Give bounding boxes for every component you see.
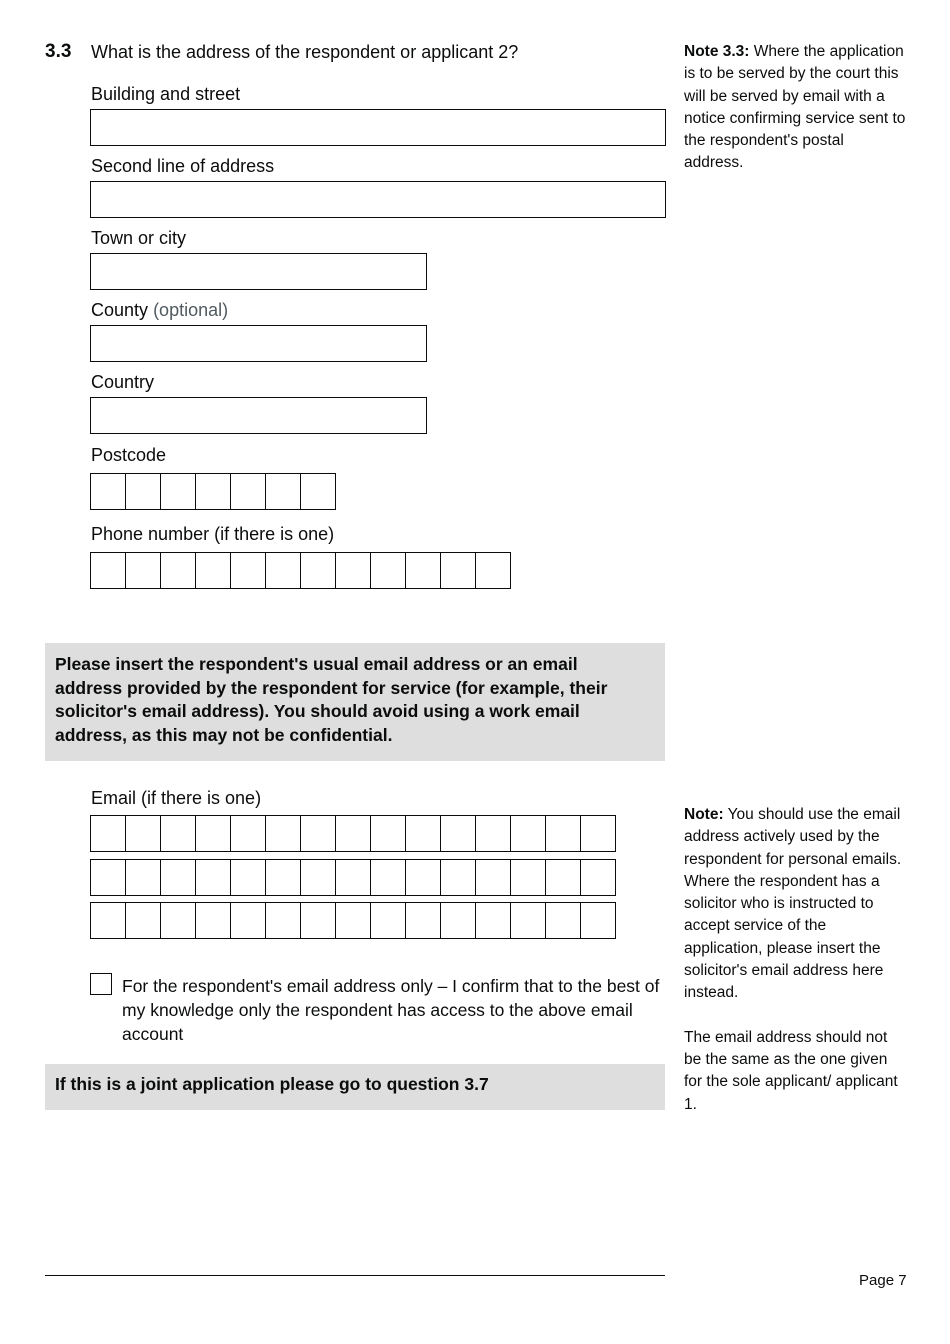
- email-char-box[interactable]: [405, 859, 441, 896]
- phone-digit-box[interactable]: [265, 552, 301, 589]
- phone-digit-box[interactable]: [195, 552, 231, 589]
- email-note-text: You should use the email address actively used by the respondent for personal emails. Where the respondent has a solicitor who is instructed to accept service of the application, please insert the solicitor's email address here instead.: [684, 806, 902, 1002]
- email-char-box[interactable]: [230, 815, 266, 852]
- postcode-char-box[interactable]: [265, 473, 301, 510]
- phone-boxes[interactable]: [90, 552, 510, 589]
- email-char-box[interactable]: [370, 859, 406, 896]
- email-info-box: [45, 643, 665, 761]
- email-char-box[interactable]: [405, 815, 441, 852]
- email-char-box[interactable]: [475, 815, 511, 852]
- footer-rule: [45, 1275, 665, 1276]
- email-boxes-row-1[interactable]: [90, 815, 615, 852]
- email-char-box[interactable]: [545, 902, 581, 939]
- phone-label: Phone number (if there is one): [91, 524, 335, 544]
- email-char-box[interactable]: [300, 815, 336, 852]
- page-number: Page 7: [859, 1272, 907, 1289]
- email-consent-checkbox[interactable]: [90, 973, 112, 995]
- email-char-box[interactable]: [90, 902, 126, 939]
- email-note: [684, 804, 906, 1116]
- email-char-box[interactable]: [125, 815, 161, 852]
- email-char-box[interactable]: [475, 902, 511, 939]
- email-char-box[interactable]: [195, 859, 231, 896]
- phone-digit-box[interactable]: [300, 552, 336, 589]
- email-label: Email (if there is one): [91, 788, 262, 808]
- postcode-char-box[interactable]: [125, 473, 161, 510]
- postcode-char-box[interactable]: [230, 473, 266, 510]
- email-char-box[interactable]: [440, 815, 476, 852]
- email-char-box[interactable]: [195, 902, 231, 939]
- question-number: 3.3: [45, 41, 72, 62]
- county-label-text: County: [91, 300, 149, 320]
- second-line-input[interactable]: [90, 181, 666, 218]
- county-label: [91, 298, 228, 322]
- note-3-3-text: Where the application is to be served by the court this will be served by email with a notice confirming service sent to the respondent's postal address.: [684, 43, 906, 172]
- second-line-label: Second line of address: [91, 156, 275, 176]
- email-char-box[interactable]: [90, 859, 126, 896]
- email-char-box[interactable]: [160, 815, 196, 852]
- email-char-box[interactable]: [265, 902, 301, 939]
- email-boxes-row-3[interactable]: [90, 902, 615, 939]
- phone-digit-box[interactable]: [405, 552, 441, 589]
- joint-application-text: If this is a joint application please go to question 3.7: [55, 1074, 489, 1094]
- email-boxes-row-2[interactable]: [90, 859, 615, 896]
- email-note-para-1: [684, 804, 906, 1005]
- email-char-box[interactable]: [510, 902, 546, 939]
- email-char-box[interactable]: [510, 815, 546, 852]
- email-char-box[interactable]: [300, 859, 336, 896]
- note-3-3-heading: Note 3.3:: [684, 43, 750, 60]
- email-char-box[interactable]: [545, 859, 581, 896]
- email-char-box[interactable]: [510, 859, 546, 896]
- country-input[interactable]: [90, 397, 427, 434]
- phone-digit-box[interactable]: [475, 552, 511, 589]
- country-label: Country: [91, 372, 155, 392]
- note-3-3: [684, 41, 906, 175]
- email-char-box[interactable]: [370, 902, 406, 939]
- email-note-heading: Note:: [684, 806, 724, 823]
- postcode-char-box[interactable]: [300, 473, 336, 510]
- email-char-box[interactable]: [160, 859, 196, 896]
- phone-digit-box[interactable]: [160, 552, 196, 589]
- email-char-box[interactable]: [580, 859, 616, 896]
- town-city-label: Town or city: [91, 228, 187, 248]
- email-char-box[interactable]: [440, 859, 476, 896]
- email-char-box[interactable]: [580, 815, 616, 852]
- joint-application-box: [45, 1064, 665, 1110]
- email-consent-text: For the respondent's email address only – I confirm that to the best of my knowledge only the respondent has access to the above email account: [122, 976, 660, 1044]
- email-char-box[interactable]: [265, 815, 301, 852]
- email-char-box[interactable]: [335, 815, 371, 852]
- email-char-box[interactable]: [370, 815, 406, 852]
- phone-digit-box[interactable]: [125, 552, 161, 589]
- county-input[interactable]: [90, 325, 427, 362]
- phone-digit-box[interactable]: [230, 552, 266, 589]
- email-char-box[interactable]: [335, 859, 371, 896]
- postcode-boxes[interactable]: [90, 473, 335, 510]
- email-char-box[interactable]: [405, 902, 441, 939]
- email-char-box[interactable]: [440, 902, 476, 939]
- county-optional-hint: (optional): [153, 300, 229, 320]
- email-char-box[interactable]: [125, 902, 161, 939]
- phone-digit-box[interactable]: [90, 552, 126, 589]
- email-char-box[interactable]: [160, 902, 196, 939]
- email-char-box[interactable]: [475, 859, 511, 896]
- phone-digit-box[interactable]: [370, 552, 406, 589]
- postcode-label: Postcode: [91, 445, 167, 465]
- email-info-text: Please insert the respondent's usual email address or an email address provided by the respondent for service (for example, their solicitor's email address). You should avoid using a work email address, as this may not be confidential.: [55, 654, 608, 745]
- email-char-box[interactable]: [580, 902, 616, 939]
- email-note-para-2: The email address should not be the same as the one given for the sole applicant/ applicant 1.: [684, 1028, 898, 1113]
- phone-digit-box[interactable]: [440, 552, 476, 589]
- phone-digit-box[interactable]: [335, 552, 371, 589]
- email-char-box[interactable]: [230, 902, 266, 939]
- postcode-char-box[interactable]: [195, 473, 231, 510]
- email-char-box[interactable]: [545, 815, 581, 852]
- postcode-char-box[interactable]: [160, 473, 196, 510]
- building-street-input[interactable]: [90, 109, 666, 146]
- email-char-box[interactable]: [90, 815, 126, 852]
- building-street-label: Building and street: [91, 84, 241, 104]
- email-char-box[interactable]: [125, 859, 161, 896]
- email-char-box[interactable]: [335, 902, 371, 939]
- town-city-input[interactable]: [90, 253, 427, 290]
- email-char-box[interactable]: [300, 902, 336, 939]
- postcode-char-box[interactable]: [90, 473, 126, 510]
- email-char-box[interactable]: [265, 859, 301, 896]
- question-text: What is the address of the respondent or applicant 2?: [91, 42, 519, 62]
- email-char-box[interactable]: [230, 859, 266, 896]
- email-char-box[interactable]: [195, 815, 231, 852]
